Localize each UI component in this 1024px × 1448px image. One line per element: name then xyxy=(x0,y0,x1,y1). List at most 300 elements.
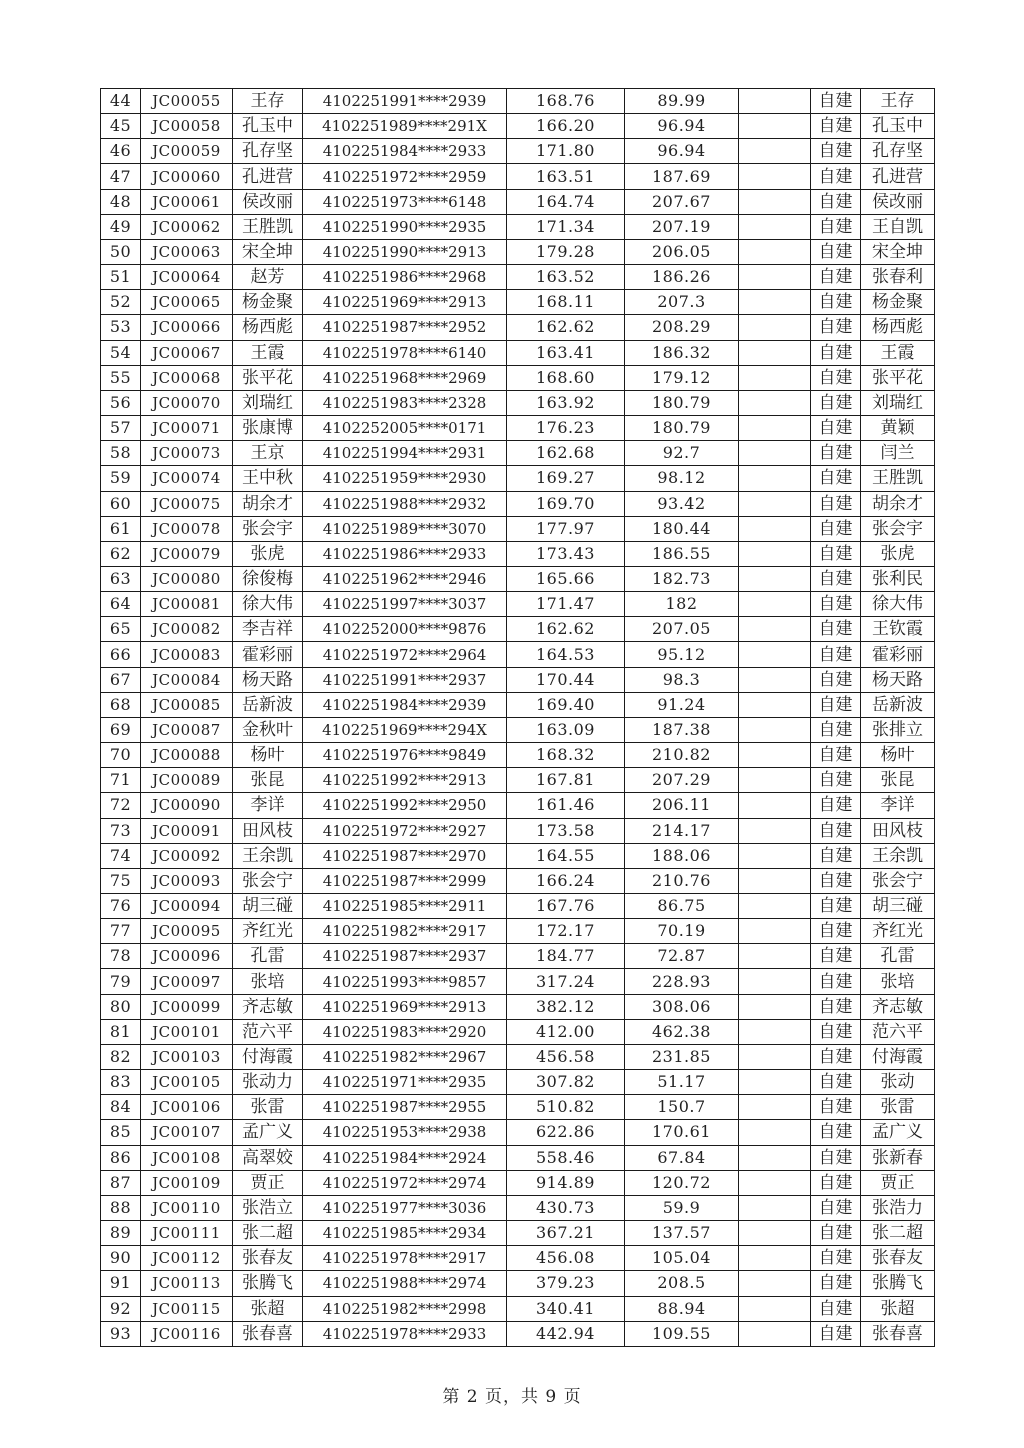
occupant-name: 张动 xyxy=(861,1070,935,1095)
blank-cell xyxy=(739,617,811,642)
area-value-1: 164.74 xyxy=(507,189,625,214)
build-type: 自建 xyxy=(811,1271,861,1296)
area-value-2: 210.76 xyxy=(625,868,739,893)
build-type: 自建 xyxy=(811,516,861,541)
area-value-1: 163.52 xyxy=(507,265,625,290)
record-code: JC00066 xyxy=(141,315,233,340)
blank-cell xyxy=(739,365,811,390)
occupant-name: 张腾飞 xyxy=(861,1271,935,1296)
occupant-name: 李详 xyxy=(861,793,935,818)
record-code: JC00079 xyxy=(141,541,233,566)
row-index: 58 xyxy=(101,441,141,466)
area-value-1: 510.82 xyxy=(507,1095,625,1120)
area-value-2: 231.85 xyxy=(625,1044,739,1069)
area-value-1: 558.46 xyxy=(507,1145,625,1170)
occupant-name: 王钦霞 xyxy=(861,617,935,642)
row-index: 61 xyxy=(101,516,141,541)
owner-name: 张雷 xyxy=(233,1095,303,1120)
owner-name: 王霞 xyxy=(233,340,303,365)
row-index: 89 xyxy=(101,1221,141,1246)
table-row xyxy=(101,491,935,516)
blank-cell xyxy=(739,894,811,919)
row-index: 44 xyxy=(101,89,141,114)
id-number: 4102251953****2938 xyxy=(303,1120,507,1145)
record-code: JC00068 xyxy=(141,365,233,390)
area-value-1: 367.21 xyxy=(507,1221,625,1246)
occupant-name: 齐红光 xyxy=(861,919,935,944)
owner-name: 张二超 xyxy=(233,1221,303,1246)
table-row xyxy=(101,592,935,617)
occupant-name: 王自凯 xyxy=(861,214,935,239)
area-value-2: 98.3 xyxy=(625,667,739,692)
occupant-name: 张雷 xyxy=(861,1095,935,1120)
row-index: 68 xyxy=(101,692,141,717)
record-code: JC00071 xyxy=(141,416,233,441)
area-value-1: 167.81 xyxy=(507,768,625,793)
table-row xyxy=(101,1170,935,1195)
area-value-2: 95.12 xyxy=(625,642,739,667)
area-value-2: 109.55 xyxy=(625,1321,739,1346)
record-code: JC00095 xyxy=(141,919,233,944)
build-type: 自建 xyxy=(811,541,861,566)
build-type: 自建 xyxy=(811,743,861,768)
build-type: 自建 xyxy=(811,441,861,466)
build-type: 自建 xyxy=(811,1095,861,1120)
row-index: 72 xyxy=(101,793,141,818)
area-value-1: 168.60 xyxy=(507,365,625,390)
owner-name: 杨金聚 xyxy=(233,290,303,315)
table-row xyxy=(101,818,935,843)
occupant-name: 杨金聚 xyxy=(861,290,935,315)
occupant-name: 杨叶 xyxy=(861,743,935,768)
row-index: 45 xyxy=(101,114,141,139)
build-type: 自建 xyxy=(811,944,861,969)
blank-cell xyxy=(739,768,811,793)
record-code: JC00087 xyxy=(141,717,233,742)
row-index: 83 xyxy=(101,1070,141,1095)
owner-name: 田风枝 xyxy=(233,818,303,843)
row-index: 66 xyxy=(101,642,141,667)
record-code: JC00099 xyxy=(141,994,233,1019)
build-type: 自建 xyxy=(811,1044,861,1069)
table-body xyxy=(101,89,935,1347)
table-row xyxy=(101,214,935,239)
id-number: 4102251988****2932 xyxy=(303,491,507,516)
area-value-1: 382.12 xyxy=(507,994,625,1019)
owner-name: 岳新波 xyxy=(233,692,303,717)
owner-name: 齐红光 xyxy=(233,919,303,944)
build-type: 自建 xyxy=(811,265,861,290)
owner-name: 张腾飞 xyxy=(233,1271,303,1296)
blank-cell xyxy=(739,592,811,617)
area-value-2: 188.06 xyxy=(625,843,739,868)
record-code: JC00110 xyxy=(141,1195,233,1220)
build-type: 自建 xyxy=(811,114,861,139)
blank-cell xyxy=(739,491,811,516)
id-number: 4102251978****6140 xyxy=(303,340,507,365)
occupant-name: 张春友 xyxy=(861,1246,935,1271)
table-row xyxy=(101,1095,935,1120)
page-footer: 第 2 页，共 9 页 xyxy=(442,1387,582,1407)
area-value-2: 210.82 xyxy=(625,743,739,768)
build-type: 自建 xyxy=(811,416,861,441)
id-number: 4102252000****9876 xyxy=(303,617,507,642)
occupant-name: 贾正 xyxy=(861,1170,935,1195)
table-row xyxy=(101,1070,935,1095)
id-number: 4102251997****3037 xyxy=(303,592,507,617)
build-type: 自建 xyxy=(811,164,861,189)
area-value-1: 164.53 xyxy=(507,642,625,667)
owner-name: 王余凯 xyxy=(233,843,303,868)
owner-name: 金秋叶 xyxy=(233,717,303,742)
record-code: JC00078 xyxy=(141,516,233,541)
occupant-name: 宋全坤 xyxy=(861,239,935,264)
blank-cell xyxy=(739,944,811,969)
id-number: 4102251994****2931 xyxy=(303,441,507,466)
record-code: JC00089 xyxy=(141,768,233,793)
id-number: 4102251993****9857 xyxy=(303,969,507,994)
build-type: 自建 xyxy=(811,1221,861,1246)
occupant-name: 张春利 xyxy=(861,265,935,290)
id-number: 4102251985****2934 xyxy=(303,1221,507,1246)
occupant-name: 孔雷 xyxy=(861,944,935,969)
row-index: 81 xyxy=(101,1019,141,1044)
row-index: 80 xyxy=(101,994,141,1019)
table-row xyxy=(101,164,935,189)
record-code: JC00060 xyxy=(141,164,233,189)
build-type: 自建 xyxy=(811,491,861,516)
build-type: 自建 xyxy=(811,592,861,617)
id-number: 4102251969****2913 xyxy=(303,290,507,315)
row-index: 60 xyxy=(101,491,141,516)
table-row xyxy=(101,441,935,466)
table-row xyxy=(101,969,935,994)
table-row xyxy=(101,239,935,264)
id-number: 4102251978****2917 xyxy=(303,1246,507,1271)
owner-name: 张虎 xyxy=(233,541,303,566)
blank-cell xyxy=(739,793,811,818)
build-type: 自建 xyxy=(811,667,861,692)
blank-cell xyxy=(739,265,811,290)
table-row xyxy=(101,793,935,818)
occupant-name: 张虎 xyxy=(861,541,935,566)
table-row xyxy=(101,365,935,390)
record-code: JC00108 xyxy=(141,1145,233,1170)
owner-name: 孟广义 xyxy=(233,1120,303,1145)
area-value-1: 173.58 xyxy=(507,818,625,843)
blank-cell xyxy=(739,390,811,415)
id-number: 4102251983****2920 xyxy=(303,1019,507,1044)
occupant-name: 刘瑞红 xyxy=(861,390,935,415)
blank-cell xyxy=(739,239,811,264)
area-value-1: 177.97 xyxy=(507,516,625,541)
occupant-name: 张超 xyxy=(861,1296,935,1321)
id-number: 4102251984****2933 xyxy=(303,139,507,164)
row-index: 86 xyxy=(101,1145,141,1170)
record-code: JC00073 xyxy=(141,441,233,466)
row-index: 75 xyxy=(101,868,141,893)
blank-cell xyxy=(739,114,811,139)
build-type: 自建 xyxy=(811,139,861,164)
id-number: 4102251986****2968 xyxy=(303,265,507,290)
table-row xyxy=(101,944,935,969)
row-index: 51 xyxy=(101,265,141,290)
id-number: 4102251989****291X xyxy=(303,114,507,139)
area-value-2: 93.42 xyxy=(625,491,739,516)
table-row xyxy=(101,189,935,214)
row-index: 48 xyxy=(101,189,141,214)
blank-cell xyxy=(739,1095,811,1120)
area-value-2: 208.5 xyxy=(625,1271,739,1296)
row-index: 92 xyxy=(101,1296,141,1321)
area-value-1: 173.43 xyxy=(507,541,625,566)
area-value-1: 340.41 xyxy=(507,1296,625,1321)
build-type: 自建 xyxy=(811,868,861,893)
area-value-1: 172.17 xyxy=(507,919,625,944)
row-index: 52 xyxy=(101,290,141,315)
owner-name: 刘瑞红 xyxy=(233,390,303,415)
area-value-2: 72.87 xyxy=(625,944,739,969)
record-code: JC00092 xyxy=(141,843,233,868)
owner-name: 孔进营 xyxy=(233,164,303,189)
id-number: 4102251973****6148 xyxy=(303,189,507,214)
area-value-2: 180.79 xyxy=(625,416,739,441)
blank-cell xyxy=(739,89,811,114)
area-value-1: 442.94 xyxy=(507,1321,625,1346)
blank-cell xyxy=(739,164,811,189)
occupant-name: 齐志敏 xyxy=(861,994,935,1019)
id-number: 4102251991****2937 xyxy=(303,667,507,692)
area-value-1: 163.41 xyxy=(507,340,625,365)
owner-name: 胡三碰 xyxy=(233,894,303,919)
occupant-name: 张新春 xyxy=(861,1145,935,1170)
table-row xyxy=(101,994,935,1019)
owner-name: 李详 xyxy=(233,793,303,818)
row-index: 65 xyxy=(101,617,141,642)
row-index: 76 xyxy=(101,894,141,919)
build-type: 自建 xyxy=(811,1070,861,1095)
area-value-1: 412.00 xyxy=(507,1019,625,1044)
area-value-2: 187.38 xyxy=(625,717,739,742)
blank-cell xyxy=(739,214,811,239)
build-type: 自建 xyxy=(811,214,861,239)
record-code: JC00059 xyxy=(141,139,233,164)
table-row xyxy=(101,743,935,768)
id-number: 4102251959****2930 xyxy=(303,466,507,491)
area-value-1: 162.62 xyxy=(507,617,625,642)
id-number: 4102251972****2974 xyxy=(303,1170,507,1195)
build-type: 自建 xyxy=(811,1120,861,1145)
owner-name: 张春友 xyxy=(233,1246,303,1271)
area-value-1: 171.34 xyxy=(507,214,625,239)
table-row xyxy=(101,290,935,315)
record-code: JC00082 xyxy=(141,617,233,642)
id-number: 4102251976****9849 xyxy=(303,743,507,768)
record-code: JC00106 xyxy=(141,1095,233,1120)
area-value-1: 430.73 xyxy=(507,1195,625,1220)
occupant-name: 张会宇 xyxy=(861,516,935,541)
occupant-name: 付海霞 xyxy=(861,1044,935,1069)
blank-cell xyxy=(739,139,811,164)
id-number: 4102251968****2969 xyxy=(303,365,507,390)
row-index: 84 xyxy=(101,1095,141,1120)
blank-cell xyxy=(739,1271,811,1296)
occupant-name: 闫兰 xyxy=(861,441,935,466)
record-code: JC00109 xyxy=(141,1170,233,1195)
build-type: 自建 xyxy=(811,340,861,365)
area-value-1: 622.86 xyxy=(507,1120,625,1145)
owner-name: 孔玉中 xyxy=(233,114,303,139)
area-value-1: 176.23 xyxy=(507,416,625,441)
owner-name: 张会宁 xyxy=(233,868,303,893)
record-code: JC00116 xyxy=(141,1321,233,1346)
owner-name: 张培 xyxy=(233,969,303,994)
build-type: 自建 xyxy=(811,768,861,793)
row-index: 56 xyxy=(101,390,141,415)
row-index: 47 xyxy=(101,164,141,189)
record-code: JC00097 xyxy=(141,969,233,994)
table-row xyxy=(101,1019,935,1044)
area-value-1: 379.23 xyxy=(507,1271,625,1296)
blank-cell xyxy=(739,969,811,994)
row-index: 53 xyxy=(101,315,141,340)
area-value-1: 165.66 xyxy=(507,566,625,591)
record-code: JC00083 xyxy=(141,642,233,667)
table-row xyxy=(101,114,935,139)
area-value-2: 207.3 xyxy=(625,290,739,315)
occupant-name: 胡余才 xyxy=(861,491,935,516)
row-index: 90 xyxy=(101,1246,141,1271)
area-value-2: 462.38 xyxy=(625,1019,739,1044)
occupant-name: 张培 xyxy=(861,969,935,994)
area-value-1: 164.55 xyxy=(507,843,625,868)
owner-name: 赵芳 xyxy=(233,265,303,290)
table-row xyxy=(101,1246,935,1271)
build-type: 自建 xyxy=(811,315,861,340)
owner-name: 宋全坤 xyxy=(233,239,303,264)
row-index: 78 xyxy=(101,944,141,969)
table-row xyxy=(101,340,935,365)
blank-cell xyxy=(739,1044,811,1069)
occupant-name: 孔进营 xyxy=(861,164,935,189)
area-value-2: 180.44 xyxy=(625,516,739,541)
id-number: 4102251978****2933 xyxy=(303,1321,507,1346)
owner-name: 张平花 xyxy=(233,365,303,390)
build-type: 自建 xyxy=(811,466,861,491)
record-code: JC00084 xyxy=(141,667,233,692)
record-code: JC00093 xyxy=(141,868,233,893)
area-value-2: 186.55 xyxy=(625,541,739,566)
area-value-2: 207.19 xyxy=(625,214,739,239)
area-value-2: 88.94 xyxy=(625,1296,739,1321)
area-value-1: 166.24 xyxy=(507,868,625,893)
owner-name: 张康博 xyxy=(233,416,303,441)
id-number: 4102251991****2939 xyxy=(303,89,507,114)
area-value-1: 168.76 xyxy=(507,89,625,114)
id-number: 4102251982****2967 xyxy=(303,1044,507,1069)
owner-name: 孔雷 xyxy=(233,944,303,969)
area-value-2: 98.12 xyxy=(625,466,739,491)
blank-cell xyxy=(739,868,811,893)
table-row xyxy=(101,89,935,114)
blank-cell xyxy=(739,994,811,1019)
occupant-name: 徐大伟 xyxy=(861,592,935,617)
area-value-2: 206.11 xyxy=(625,793,739,818)
record-code: JC00065 xyxy=(141,290,233,315)
id-number: 4102251972****2927 xyxy=(303,818,507,843)
table-row xyxy=(101,617,935,642)
blank-cell xyxy=(739,1019,811,1044)
blank-cell xyxy=(739,667,811,692)
occupant-name: 黄颖 xyxy=(861,416,935,441)
owner-name: 张昆 xyxy=(233,768,303,793)
occupant-name: 张利民 xyxy=(861,566,935,591)
id-number: 4102251985****2911 xyxy=(303,894,507,919)
blank-cell xyxy=(739,189,811,214)
table-row xyxy=(101,541,935,566)
table-row xyxy=(101,566,935,591)
build-type: 自建 xyxy=(811,89,861,114)
id-number: 4102251986****2933 xyxy=(303,541,507,566)
row-index: 55 xyxy=(101,365,141,390)
blank-cell xyxy=(739,818,811,843)
owner-name: 张动力 xyxy=(233,1070,303,1095)
owner-name: 张春喜 xyxy=(233,1321,303,1346)
data-table xyxy=(100,88,935,1347)
blank-cell xyxy=(739,1221,811,1246)
area-value-2: 51.17 xyxy=(625,1070,739,1095)
row-index: 63 xyxy=(101,566,141,591)
table-row xyxy=(101,516,935,541)
owner-name: 付海霞 xyxy=(233,1044,303,1069)
row-index: 54 xyxy=(101,340,141,365)
area-value-2: 207.67 xyxy=(625,189,739,214)
table-row xyxy=(101,692,935,717)
area-value-2: 70.19 xyxy=(625,919,739,944)
area-value-2: 228.93 xyxy=(625,969,739,994)
area-value-1: 161.46 xyxy=(507,793,625,818)
blank-cell xyxy=(739,1145,811,1170)
id-number: 4102251983****2328 xyxy=(303,390,507,415)
build-type: 自建 xyxy=(811,919,861,944)
row-index: 93 xyxy=(101,1321,141,1346)
record-code: JC00075 xyxy=(141,491,233,516)
area-value-2: 180.79 xyxy=(625,390,739,415)
id-number: 4102251977****3036 xyxy=(303,1195,507,1220)
build-type: 自建 xyxy=(811,239,861,264)
table-row xyxy=(101,894,935,919)
record-code: JC00094 xyxy=(141,894,233,919)
id-number: 4102251987****2970 xyxy=(303,843,507,868)
area-value-1: 170.44 xyxy=(507,667,625,692)
record-code: JC00064 xyxy=(141,265,233,290)
blank-cell xyxy=(739,315,811,340)
id-number: 4102251984****2939 xyxy=(303,692,507,717)
build-type: 自建 xyxy=(811,1321,861,1346)
area-value-2: 186.32 xyxy=(625,340,739,365)
table-row xyxy=(101,466,935,491)
row-index: 73 xyxy=(101,818,141,843)
record-code: JC00113 xyxy=(141,1271,233,1296)
blank-cell xyxy=(739,1170,811,1195)
owner-name: 霍彩丽 xyxy=(233,642,303,667)
id-number: 4102251990****2935 xyxy=(303,214,507,239)
table-row xyxy=(101,642,935,667)
table-row xyxy=(101,667,935,692)
build-type: 自建 xyxy=(811,1296,861,1321)
area-value-1: 184.77 xyxy=(507,944,625,969)
owner-name: 王中秋 xyxy=(233,466,303,491)
